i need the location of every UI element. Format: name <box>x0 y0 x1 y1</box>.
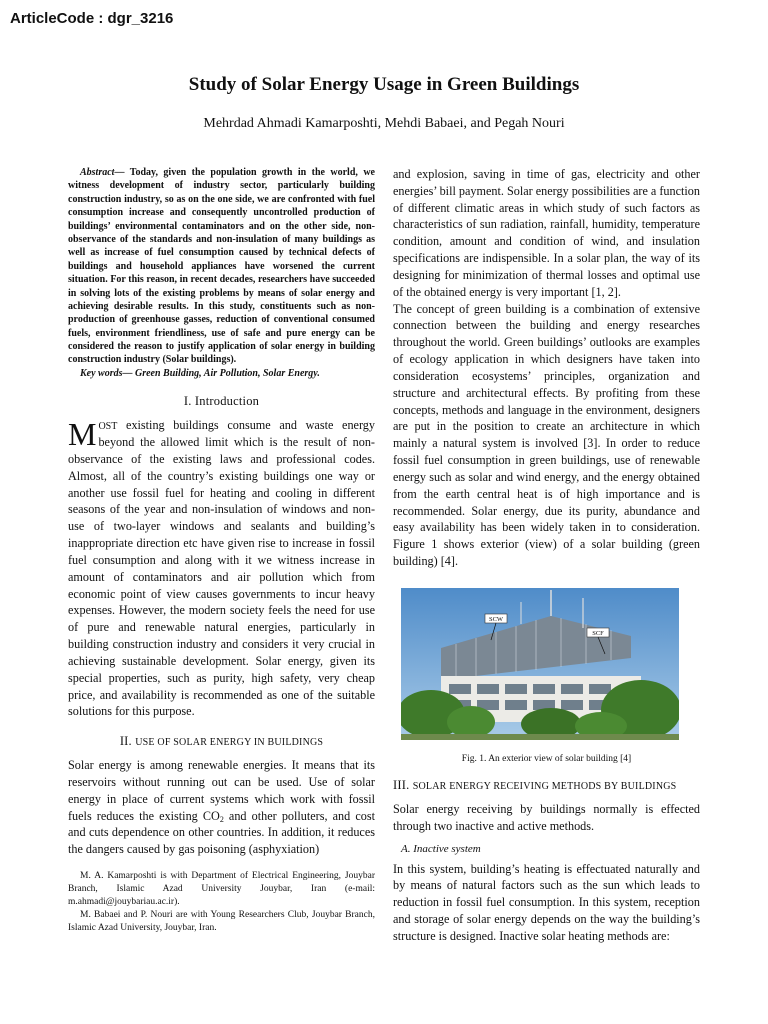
section-3-text: Solar energy receiving by buildings normally is effected through two inactive and active methods. <box>393 801 700 833</box>
abstract-text: — Today, given the population growth in the world, we witness development of industry sector, particularly building construction industry, so as on the one side, we are confronted with fuel consumption increase and consequently uncontrolled production of buildings’ environmental contaminators and on the other side, non-observance of the standards and non-insulation of many buildings as well as increase of fuel consumption caused by technical defects of buildings and household appliances have worsened the current situation. For this reason, in recent decades, researchers have succeeded in solving lots of the existing problems by means of solar energy and achieving desirable results. In this study, constituents such as non-production of greenhouse gasses, reduction of conventional consumed fuels, environment friendliness, use of safe and pure energy can be considered the reason to justify application of solar energy in building construction industry (Solar buildings). <box>68 167 375 366</box>
keywords: Key words— Green Building, Air Pollution, Solar Energy. <box>80 367 320 379</box>
section-2-continued: and explosion, saving in time of gas, electricity and other energies’ bill payment. Solar energy possibilities are a function of different climatic areas in which study of such factors as characteristics of sun radiation, rainfall, humidity, temperature condition, amount and condition of wind, and insulation specifications are indispensible. In a solar plan, the way of its designing for minimization of thermal losses and optimal use of the obtained energy is very important [1, 2]. <box>393 167 700 299</box>
section-2-heading: II. USE OF SOLAR ENERGY IN BUILDINGS <box>119 734 324 749</box>
section-2-paragraph-2: The concept of green building is a combination of extensive connection between the building and energy researches throughout the world. Green buildings’ outlooks are examples of ecology application in which designers have taken into consideration ecosystems’ principles, organization and structure and architectural effects. By profiting from these concepts, methods and language in the environment, designers are put in the position to create an architecture in which mainly a natural system is involved [3]. In order to reduce fossil fuel consumption in green buildings, use of renewable energy such as solar and wind energy, and the energy obtained from the earth central heat is of high importance and is recommended. Solar energy, due its purity, abundance and easy availability has been widely taken in to consideration. Figure 1 shows exterior (view) of a solar building (green building) [4]. <box>393 301 700 569</box>
svg-text:SCW: SCW <box>488 615 504 623</box>
paper-title: Study of Solar Energy Usage in Green Buildings <box>188 74 580 95</box>
footnotes <box>68 870 375 935</box>
svg-text:SCF: SCF <box>592 629 604 637</box>
footnote-2: M. Babaei and P. Nouri are with Young Researchers Club, Jouybar Branch, Islamic Azad University, Jouybar, Iran. <box>68 909 375 933</box>
drop-cap: M <box>68 416 97 453</box>
figure-caption: Fig. 1. An exterior view of solar building [4] <box>461 753 632 764</box>
figure-solar-building <box>401 588 679 740</box>
paper-authors: Mehrdad Ahmadi Kamarposhti, Mehdi Babaei, and Pegah Nouri <box>203 116 565 131</box>
section-2-text: Solar energy is among renewable energies. It means that its reservoirs without running out can be used. Use of solar energy in place of current systems which work with fossil fuels reduces the existing $CO_2$ and other polluters, and cost and cuts dependence on other countries. In addition, it reduces the dangers caused by gas poisoning (asphyxiation) <box>68 758 375 857</box>
solar-building-photo <box>401 588 679 740</box>
section-1-text: MOST existing buildings consume and waste energy beyond the allowed limit which is the result of non-observance of the existing laws and professional codes. Almost, all of the country’s existing buildings one way or another use fossil fuel for heating and cooling in different seasons of the year and non-insulation of windows and non-use of two-layer windows and sealants and building’s inappropriate direction etc have given rise to increase in fossil fuel consumption and along with it we witness increase in amount of contaminators and air pollution which from economic point of view causes governments to incur heavy expenses. However, the modern society feels the need for use of pure and renewable natural energies, particularly in building construction industry and considers it very crucial in achieving sustainable development. Solar energy, given its special properties, such as purity, high safety, very cheap price, and availability is recommended as one of the suitable solutions for this purpose. <box>68 416 375 719</box>
abstract <box>68 166 375 367</box>
left-column <box>68 166 375 935</box>
footnote-1: M. A. Kamarposhti is with Department of Electrical Engineering, Jouybar Branch, Islamic Azad University Jouybar, Iran (e-mail: m.ahmadi@jouybariau.ac.ir). <box>68 871 375 907</box>
abstract-label: Abstract <box>80 167 115 178</box>
right-column <box>393 166 700 945</box>
section-3-heading: III. SOLAR ENERGY RECEIVING METHODS BY BUILDINGS <box>393 777 677 792</box>
article-code: ArticleCode : dgr_3216 <box>10 10 174 27</box>
section-1-heading: I. Introduction <box>183 394 260 409</box>
subsection-a-text: In this system, building’s heating is effectuated naturally and by means of natural factors such as the sun which leads to reduction in fossil fuel consumption. In this system, reception and storage of solar energy depends on the way the building’s structure is designed. Inactive solar heating methods are: <box>393 861 700 943</box>
subsection-a-heading: A. Inactive system <box>401 842 481 855</box>
